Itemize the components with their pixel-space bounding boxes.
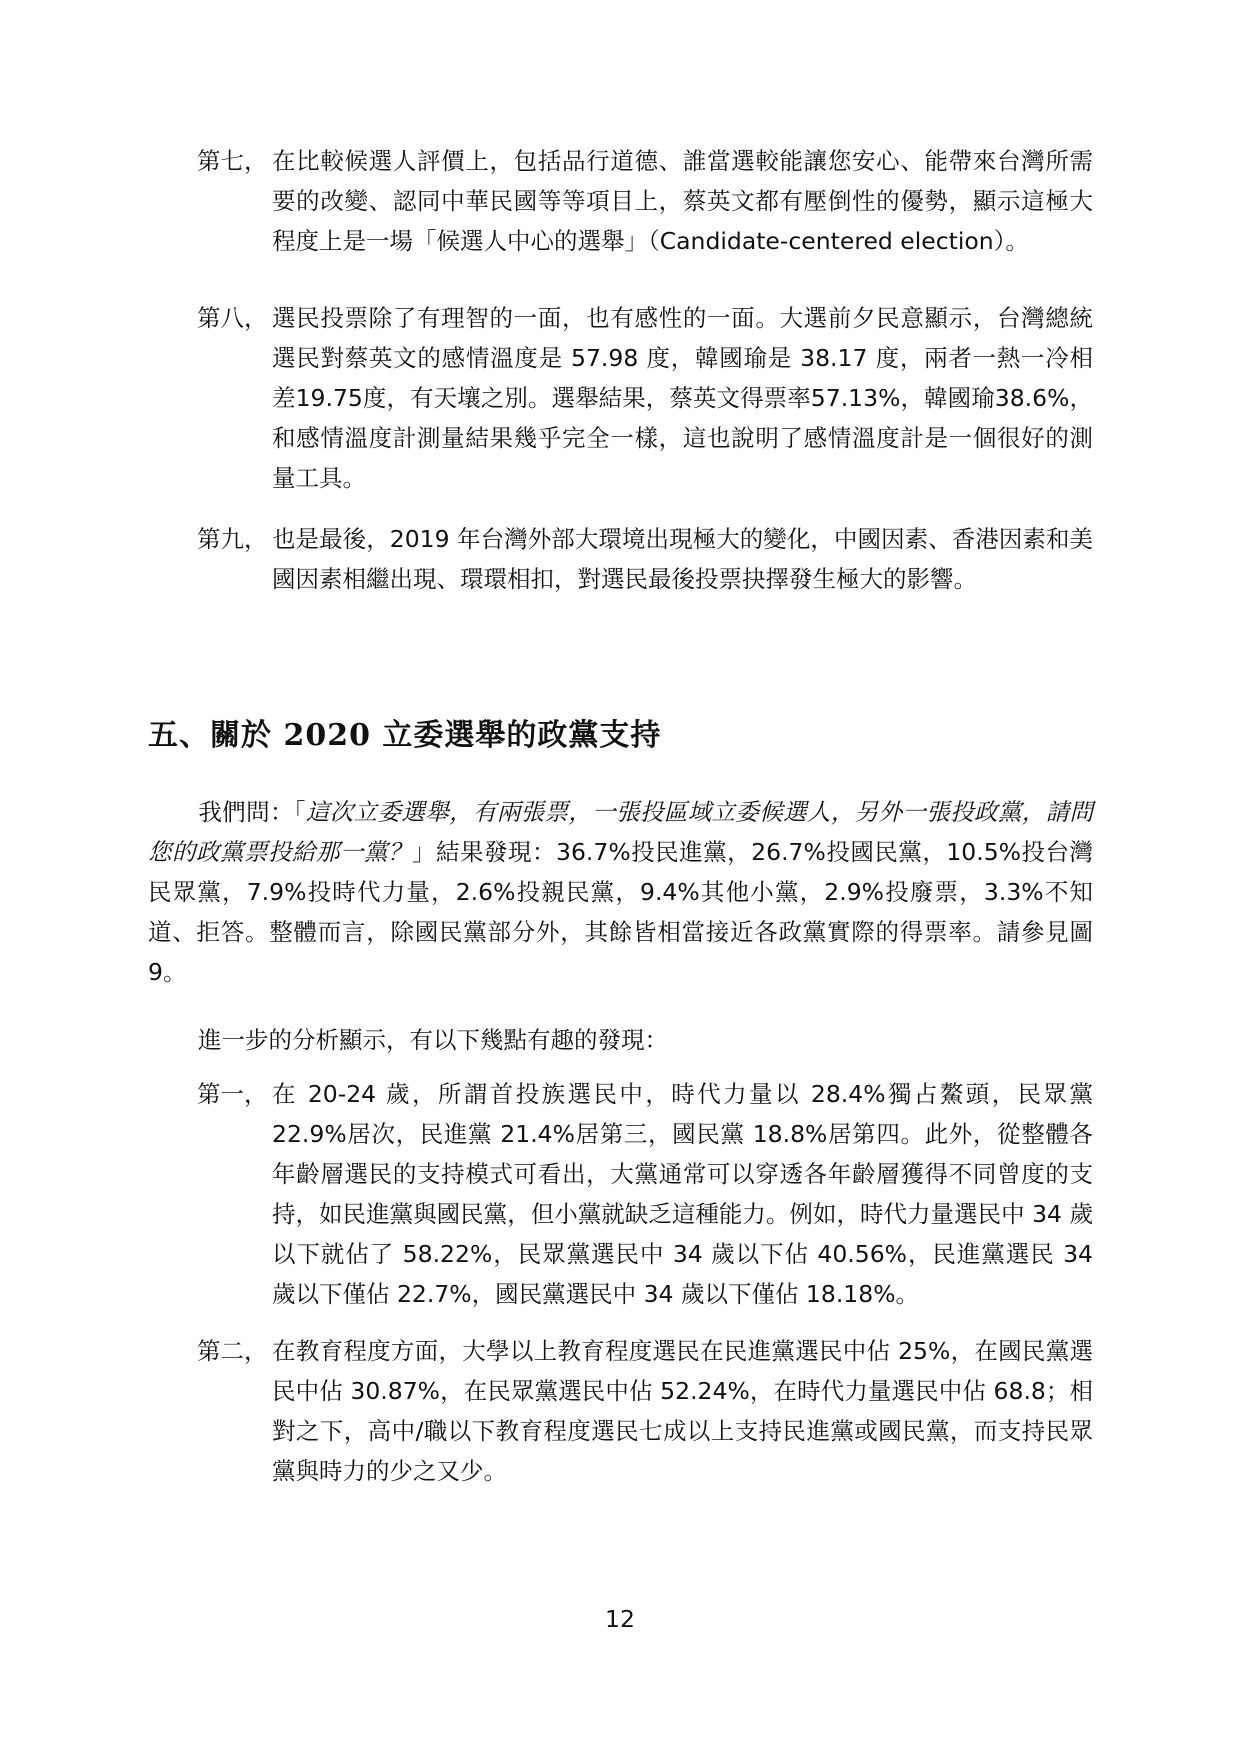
item-label: 第一， [197,1080,268,1108]
page-number: 12 [605,1605,635,1633]
list-item [197,141,1093,261]
section-heading: 五、關於 2020 立委選舉的政黨支持 [148,718,662,753]
intro-result: 」結果發現：36.7%投民進黨，26.7%投國民黨，10.5%投台灣民眾黨，7.9%投時代力量，2.6%投親民黨，9.4%其他小黨，2.9%投廢票，3.3%不知道、拒答。整體而言，除國民黨部分外，其餘皆相當接近各政黨實際的得票率。請參見圖 9。 [148,838,1093,986]
analysis-intro [148,1020,1093,1060]
list-item [197,1074,1093,1314]
item-label: 第二， [197,1337,268,1365]
list-item [197,1331,1093,1491]
item-label: 第八， [197,304,268,332]
item-text: 在比較候選人評價上，包括品行道德、誰當選較能讓您安心、能帶來台灣所需要的改變、認同中華民國等等項目上，蔡英文都有壓倒性的優勢，顯示這極大程度上是一場「候選人中心的選舉」（Candidate-centered election）。 [272,147,1093,255]
intro-paragraph [148,792,1093,992]
item-text: 選民投票除了有理智的一面，也有感性的一面。大選前夕民意顯示，台灣總統選民對蔡英文的感情溫度是 57.98 度，韓國瑜是 38.17 度，兩者一熱一冷相差19.75度，有天壤之別。選舉結果，蔡英文得票率57.13%，韓國瑜38.6%，和感情溫度計測量結果幾乎完全一樣，這也說明了感情溫度計是一個很好的測量工具。 [272,304,1093,492]
item-text: 在 20-24 歲，所謂首投族選民中，時代力量以 28.4%獨占鰲頭，民眾黨 22.9%居次，民進黨 21.4%居第三，國民黨 18.8%居第四。此外，從整體各年齡層選民的支持模式可看出，大黨通常可以穿透各年齡層獲得不同曾度的支持，如民進黨與國民黨，但小黨就缺乏這種能力。例如，時代力量選民中 34 歲以下就佔了 58.22%，民眾黨選民中 34 歲以下佔 40.56%，民進黨選民 34 歲以下僅佔 22.7%，國民黨選民中 34 歲以下僅佔 18.18%。 [272,1080,1093,1308]
list-item [197,519,1093,599]
item-label: 第九， [197,525,268,553]
analysis-intro-text: 進一步的分析顯示，有以下幾點有趣的發現： [198,1026,668,1054]
list-item [197,298,1093,498]
item-label: 第七， [197,147,268,175]
survey-question: 這次立委選舉，有兩張票，一張投區域立委候選人，另外一張投政黨，請問您的政黨票投給那一黨？ [148,798,1093,866]
intro-lead: 我們問：「 [198,798,306,826]
item-text: 也是最後，2019 年台灣外部大環境出現極大的變化，中國因素、香港因素和美國因素相繼出現、環環相扣，對選民最後投票抉擇發生極大的影響。 [272,525,1093,593]
item-text: 在教育程度方面，大學以上教育程度選民在民進黨選民中佔 25%，在國民黨選民中佔 30.87%，在民眾黨選民中佔 52.24%，在時代力量選民中佔 68.8；相對之下，高中/職以下教育程度選民七成以上支持民進黨或國民黨，而支持民眾黨與時力的少之又少。 [272,1337,1093,1485]
